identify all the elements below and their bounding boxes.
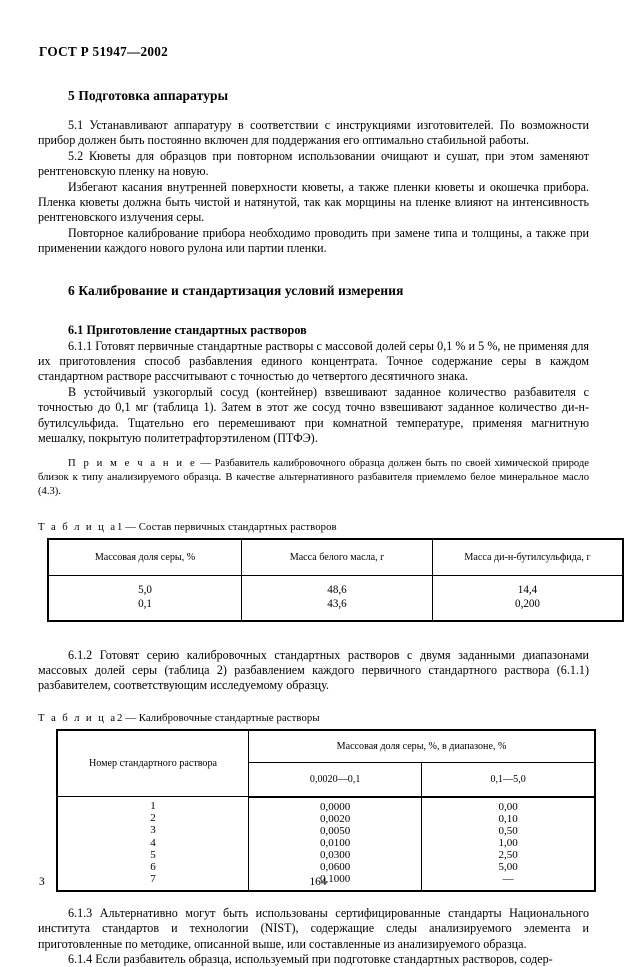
spacer — [38, 694, 589, 712]
paragraph-6-1-2: 6.1.2 Готовят серию калибровочных стандартных растворов с двумя заданными диапазонами массовых долей серы (таблица 2) разбавлением каждого первичного стандартного раствора (6.1.1) разбавителем, соответствующим исследуемому образцу. — [38, 647, 589, 693]
page-footer — [0, 876, 636, 892]
table-2-header-cell-range-low: 0,0020—0,1 — [249, 762, 422, 797]
paragraph-5-3: Избегают касания внутренней поверхности кюветы, а также пленки кюветы и окошечка прибора. Пленка кюветы должна быть чистой и натянутой, так как морщины на пленке влияют на интенсивность рентгеновского излучения серы. — [38, 179, 589, 225]
spacer — [38, 447, 589, 457]
table-1-cell-sulfur-values: 5,0 0,1 — [48, 575, 242, 621]
note-dash: — — [196, 457, 215, 469]
table-1-caption-title: Состав первичных стандартных растворов — [138, 520, 337, 533]
note-block — [38, 457, 589, 499]
table-1-cell-sulfide-values: 14,4 0,200 — [433, 575, 624, 621]
table-1-header-cell-white-oil-mass: Масса белого масла, г — [242, 539, 433, 576]
paragraph-5-4: Повторное калибрование прибора необходимо проводить при замене типа и толщины, а также при применении каждого нового рулона или партии пленки. — [38, 225, 589, 256]
table-1-caption-label: Т а б л и ц а — [38, 520, 117, 533]
table-row — [48, 575, 623, 621]
table-1-header-cell-dibutylsulfide-mass: Масса ди-н-бутилсульфида, г — [433, 539, 624, 576]
table-2-header-cell-range-high: 0,1—5,0 — [422, 762, 595, 797]
section-5-heading: 5 Подготовка аппаратуры — [68, 88, 229, 103]
paragraph-5-1: 5.1 Устанавливают аппаратуру в соответствии с инструкциями изготовителей. По возможности прибор должен быть постоянно включен для поддержания его оптимально стабильной работы. — [38, 118, 589, 148]
paragraph-6-1-1: 6.1.1 Готовят первичные стандартные растворы с массовой долей серы 0,1 % и 5 %, не применяя для их приготовления способ разбавления единого концентрата. Точное содержание серы в каждом стандартном растворе рассчитывают с точностью до четвертого десятичного знака. — [38, 338, 589, 384]
spacer — [38, 257, 589, 283]
table-2-cell-range-high-values: 0,00 0,10 0,50 1,00 2,50 5,00 — — [422, 797, 595, 891]
table-1-caption — [38, 521, 589, 533]
spacer — [38, 892, 589, 906]
table-1-caption-number: 1 — [116, 520, 123, 533]
spacer — [38, 622, 589, 648]
table-1-header-cell-sulfur-fraction: Массовая доля серы, % — [48, 539, 242, 576]
footer-page-number-left: 3 — [39, 876, 45, 888]
table-row-header — [57, 730, 595, 763]
table-2-caption-title: Калибровочные стандартные растворы — [138, 711, 320, 724]
standard-number-header: ГОСТ Р 51947—2002 — [39, 44, 169, 59]
note-label: П р и м е ч а н и е — [68, 457, 197, 469]
table-2-cell-numbers: 1 2 3 4 5 6 7 — [57, 797, 249, 891]
spacer — [38, 499, 589, 521]
table-2-caption-label: Т а б л и ц а — [38, 711, 117, 724]
table-2-caption-dash: — — [122, 711, 139, 724]
table-2-caption-number: 2 — [116, 711, 123, 724]
note-body: Разбавитель калибровочного образца должен быть по своей химической природе близок к типу анализируемого образца. В качестве альтернативного разбавителя приемлемо белое минеральное масло (4.3). — [38, 457, 589, 497]
footer-page-number-center: 164 — [309, 876, 327, 888]
spacer — [38, 313, 589, 323]
table-1-caption-dash: — — [122, 520, 139, 533]
paragraph-6-1-1-continued: В устойчивый узкогорлый сосуд (контейнер) взвешивают заданное количество разбавителя с точностью до 0,1 мг (таблица 1). Затем в этот же сосуд точно взвешивают заданное количество ди-н-бутилсульфида. Тщательно его перемешивают при комнатной температуре, применяя магнитную мешалку, покрытую политетрафторэтиленом (ПТФЭ). — [38, 384, 589, 446]
table-2-calibration-standard-solutions — [56, 729, 596, 892]
table-row-header — [48, 539, 623, 576]
table-2-cell-range-low-values: 0,0000 0,0020 0,0050 0,0100 0,0300 0,0600 0,1000 — [249, 797, 422, 891]
table-1-primary-standard-solutions — [47, 538, 624, 622]
section-6-heading: 6 Калибрование и стандартизация условий измерения — [68, 282, 404, 298]
table-2-caption — [38, 712, 589, 724]
paragraph-6-1-4: 6.1.4 Если разбавитель образца, используемый при подготовке стандартных растворов, содер- — [68, 951, 553, 966]
section-6-1-heading: 6.1 Приготовление стандартных растворов — [68, 322, 307, 337]
table-1-cell-oil-values: 48,6 43,6 — [242, 575, 433, 621]
paragraph-6-1-3: 6.1.3 Альтернативно могут быть использованы сертифицированные стандарты Национального института стандартов и технологии (NIST), содержащие следы анализируемого элемента и приготовленные по методике, описанной выше, или составленные из анализируемого образца. — [38, 905, 589, 951]
table-2-header-cell-sulfur-range-group: Массовая доля серы, %, в диапазоне, % — [249, 730, 596, 763]
paragraph-5-2: 5.2 Кюветы для образцов при повторном использовании очищают и сушат, при этом заменяют рентгеновскую пленку на новую. — [38, 148, 589, 179]
table-2-header-cell-solution-number: Номер стандартного раствора — [57, 730, 249, 797]
